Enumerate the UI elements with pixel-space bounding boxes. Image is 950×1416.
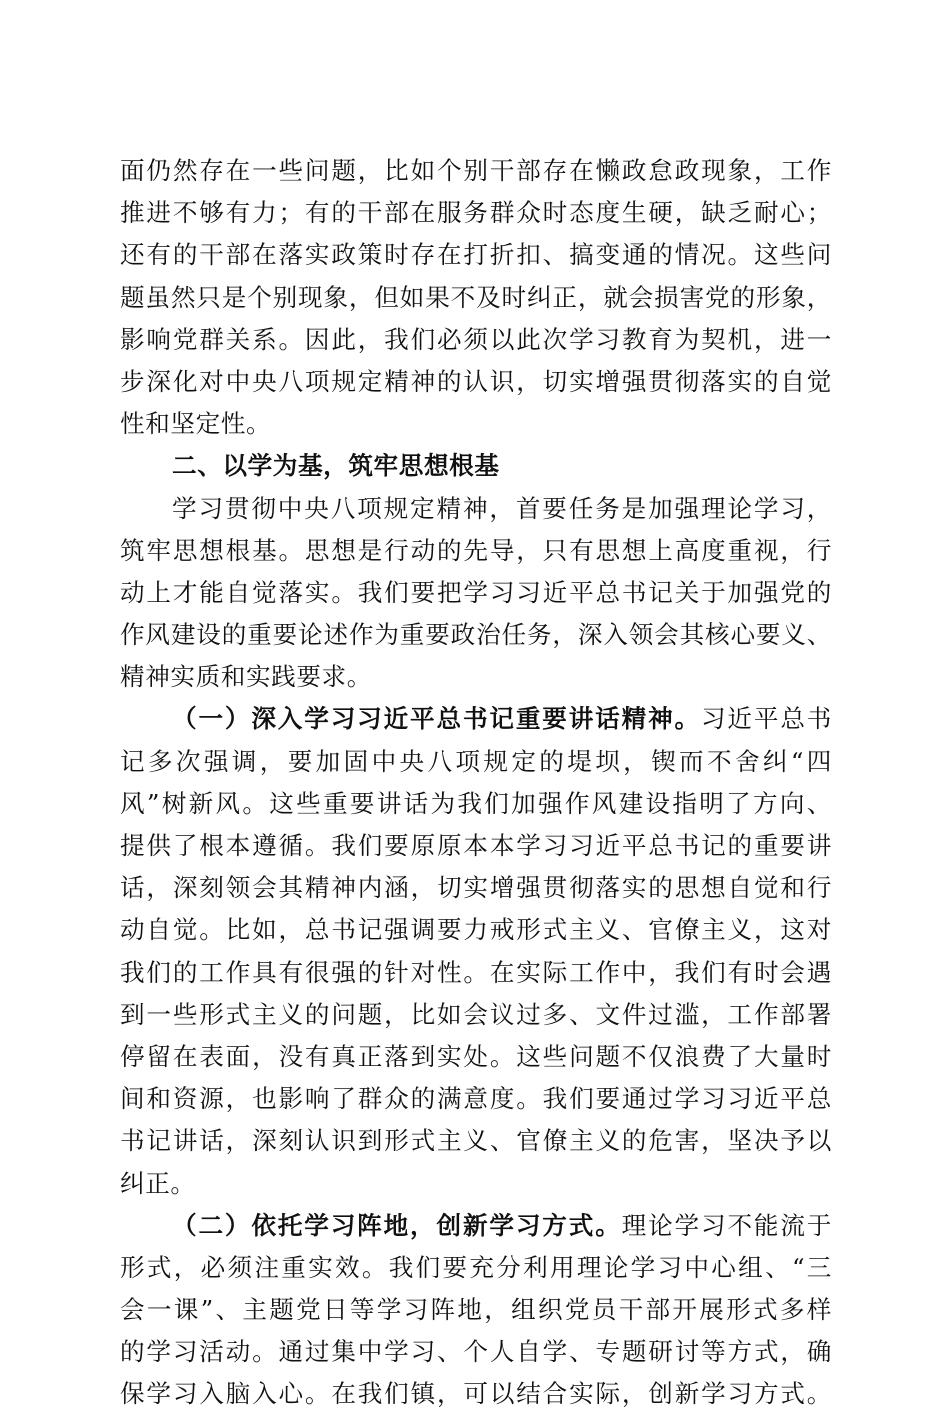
text-line: 影响党群关系。因此，我们必须以此次学习教育为契机，进一 (120, 324, 832, 354)
text-line: 筑牢思想根基。思想是行动的先导，只有思想上高度重视，行 (120, 535, 832, 565)
text-line: 题虽然只是个别现象，但如果不及时纠正，就会损害党的形象， (120, 282, 832, 312)
text-line: 风”树新风。这些重要讲话为我们加强作风建设指明了方向、 (120, 788, 832, 818)
text-line: 的学习活动。通过集中学习、个人自学、专题研讨等方式，确 (120, 1337, 832, 1367)
text-line: 形式，必须注重实效。我们要充分利用理论学习中心组、“三 (120, 1252, 832, 1282)
text-line: 作风建设的重要论述作为重要政治任务，深入领会其核心要义、 (120, 620, 832, 650)
text-line: 书记讲话，深刻认识到形式主义、官僚主义的危害，坚决予以 (120, 1126, 832, 1156)
subsection-study-platforms (120, 1205, 832, 1416)
text-line (120, 1205, 832, 1247)
text-line: 动上才能自觉落实。我们要把学习习近平总书记关于加强党的 (120, 577, 832, 607)
text-line: 到一些形式主义的问题，比如会议过多、文件过滥，工作部署 (120, 999, 832, 1029)
text-line: 会一课”、主题党日等学习阵地，组织党员干部开展形式多样 (120, 1295, 832, 1325)
text-line: 话，深刻领会其精神内涵，切实增强贯彻落实的思想自觉和行 (120, 873, 832, 903)
subsection-title: （二）依托学习阵地，创新学习方式。 (172, 1210, 622, 1240)
text-line: 面仍然存在一些问题，比如个别干部存在懒政怠政现象，工作 (120, 156, 832, 185)
text-line: 纠正。 (120, 1168, 196, 1198)
document-page (120, 150, 832, 1416)
text-line: 保学习入脑入心。在我们镇，可以结合实际，创新学习方式。 (120, 1379, 832, 1409)
text-line: 动自觉。比如，总书记强调要力戒形式主义、官僚主义，这对 (120, 915, 832, 945)
text-run: 理论学习不能流于 (621, 1210, 832, 1240)
text-line: 学习贯彻中央八项规定精神，首要任务是加强理论学习， (172, 493, 832, 523)
text-line: 间和资源，也影响了群众的满意度。我们要通过学习习近平总 (120, 1084, 832, 1114)
text-line: 记多次强调，要加固中央八项规定的堤坝，锲而不舍纠“四 (120, 746, 832, 776)
paragraph-problems (120, 150, 832, 445)
section-heading: 二、以学为基，筑牢思想根基 (172, 451, 500, 481)
paragraph-study-foundation (120, 488, 832, 699)
text-line: 精神实质和实践要求。 (120, 662, 372, 692)
text-line: 提供了根本遵循。我们要原原本本学习习近平总书记的重要讲 (120, 831, 832, 860)
subsection-title: （一）深入学习习近平总书记重要讲话精神。 (172, 704, 701, 734)
text-line: 推进不够有力；有的干部在服务群众时态度生硬，缺乏耐心； (120, 198, 832, 228)
text-line: 停留在表面，没有真正落到实处。这些问题不仅浪费了大量时 (120, 1041, 832, 1071)
subsection-speech-study (120, 698, 832, 1204)
text-line: 步深化对中央八项规定精神的认识，切实增强贯彻落实的自觉 (120, 366, 832, 396)
text-run: 习近平总书 (700, 704, 832, 734)
text-line: 性和坚定性。 (120, 409, 272, 439)
text-line: 还有的干部在落实政策时存在打折扣、搞变通的情况。这些问 (120, 240, 832, 270)
text-line (120, 698, 832, 740)
text-line: 我们的工作具有很强的针对性。在实际工作中，我们有时会遇 (120, 957, 832, 987)
